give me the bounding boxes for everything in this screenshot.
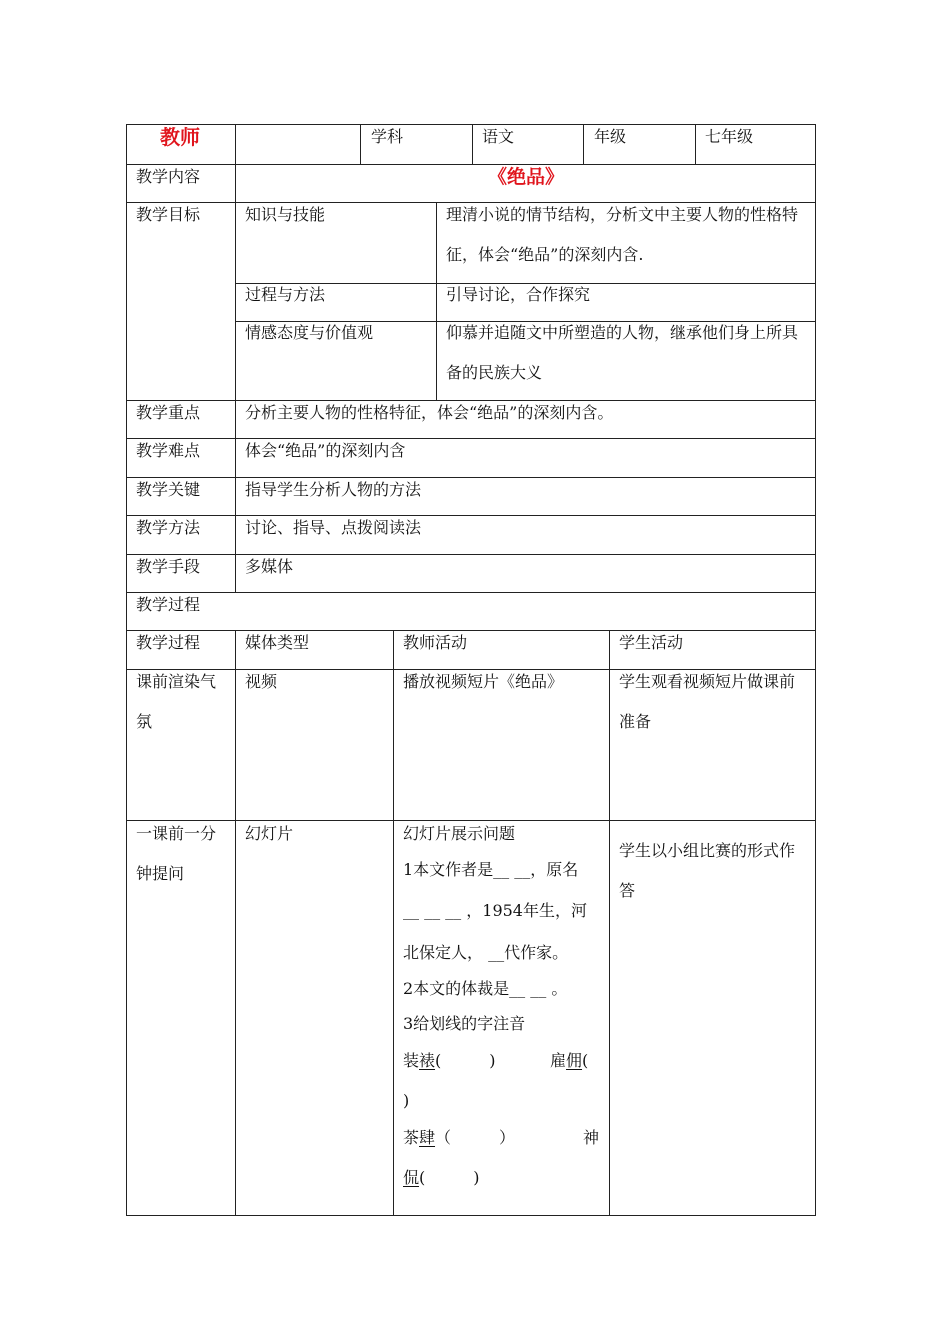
key-point-text: 分析主要人物的性格特征，体会“绝品”的深刻内含。	[245, 403, 614, 422]
pinyin-item-4-first-char: 神	[583, 1128, 600, 1147]
pinyin-blank: ( )	[419, 1168, 480, 1187]
row2-teacher-line6: 3给划线的字注音	[403, 1014, 526, 1033]
pinyin-underlined-char: 裱	[419, 1051, 436, 1070]
method-label: 教学方法	[136, 518, 201, 537]
objectives-label: 教学目标	[136, 205, 201, 224]
pinyin-underlined-char: 肆	[419, 1128, 436, 1147]
row2-student: 学生以小组比赛的形式作答	[619, 841, 796, 900]
key-point-label: 教学重点	[136, 403, 201, 422]
col-header-stage: 教学过程	[136, 633, 201, 652]
pinyin-item-1	[403, 1041, 496, 1081]
row2-teacher-line5: 2本文的体裁是__ __ 。	[403, 979, 568, 998]
pinyin-blank: ( )	[435, 1051, 496, 1070]
pinyin-char: 茶	[403, 1128, 420, 1147]
row2-teacher-line3: __ __ __ ，1954年生，河	[403, 901, 587, 920]
row2-teacher-line2: 1本文作者是__ __，原名	[403, 860, 579, 879]
row2-media: 幻灯片	[245, 824, 294, 843]
pinyin-underlined-char: 侃	[403, 1168, 420, 1187]
pinyin-item-3	[403, 1118, 515, 1158]
teacher-label: 教师	[160, 125, 200, 149]
content-label: 教学内容	[136, 167, 201, 186]
col-header-teacher: 教师活动	[403, 633, 468, 652]
method-text: 讨论、指导、点拨阅读法	[245, 518, 422, 537]
row2-stage: 一课前一分钟提问	[136, 824, 217, 883]
knowledge-label: 知识与技能	[245, 205, 326, 224]
means-text: 多媒体	[245, 557, 294, 576]
row1-stage: 课前渲染气氛	[136, 672, 217, 731]
row1-student: 学生观看视频短片做课前准备	[619, 672, 796, 731]
row2-teacher-line1: 幻灯片展示问题	[403, 824, 516, 843]
col-header-media: 媒体类型	[245, 633, 310, 652]
lesson-title: 《绝品》	[487, 166, 564, 188]
means-label: 教学手段	[136, 557, 201, 576]
difficulty-text: 体会“绝品”的深刻内含	[245, 441, 406, 460]
row2-teacher-line4: 北保定人， __代作家。	[403, 943, 569, 962]
process-section-title: 教学过程	[136, 595, 201, 614]
subject-value: 语文	[482, 127, 515, 146]
knowledge-text: 理清小说的情节结构，分析文中主要人物的性格特征，体会“绝品”的深刻内含.	[446, 205, 799, 264]
subject-label: 学科	[371, 127, 404, 146]
col-header-student: 学生活动	[619, 633, 684, 652]
pinyin-underlined-char: 佣	[566, 1051, 583, 1070]
crux-text: 指导学生分析人物的方法	[245, 480, 422, 499]
process-method-label: 过程与方法	[245, 285, 326, 304]
difficulty-label: 教学难点	[136, 441, 201, 460]
grade-value: 七年级	[705, 127, 754, 146]
row1-media: 视频	[245, 672, 278, 691]
emotion-text: 仰慕并追随文中所塑造的人物，继承他们身上所具备的民族大义	[446, 323, 799, 382]
emotion-label: 情感态度与价值观	[245, 323, 374, 342]
process-method-text: 引导讨论，合作探究	[446, 285, 591, 304]
row1-teacher: 播放视频短片《绝品》	[403, 672, 564, 691]
pinyin-item-2	[550, 1041, 588, 1081]
crux-label: 教学关键	[136, 480, 201, 499]
pinyin-item-2-close: )	[403, 1091, 410, 1110]
pinyin-char: 雇	[550, 1051, 567, 1070]
pinyin-blank: (	[582, 1051, 589, 1070]
pinyin-blank: （ ）	[435, 1128, 516, 1147]
pinyin-char: 装	[403, 1051, 420, 1070]
grade-label: 年级	[594, 127, 627, 146]
pinyin-item-4	[403, 1158, 480, 1198]
